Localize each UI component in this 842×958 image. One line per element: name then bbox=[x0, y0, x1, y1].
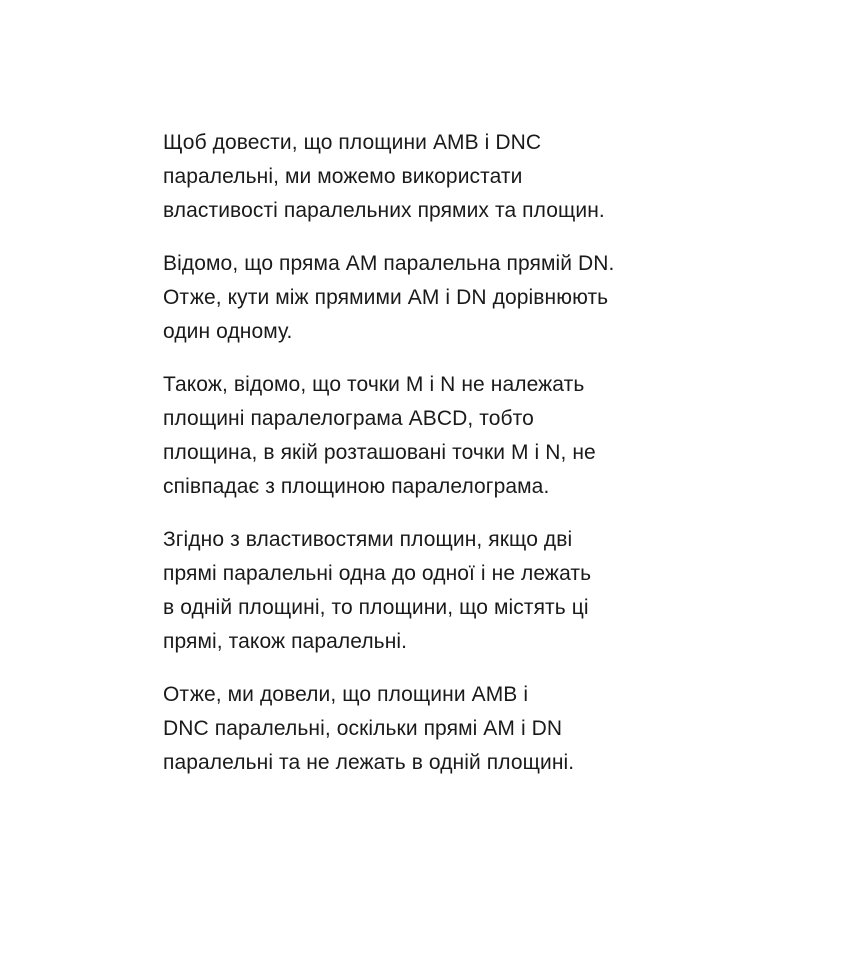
text-line: один одному. bbox=[163, 320, 293, 343]
text-line: прямі, також паралельні. bbox=[163, 630, 408, 653]
text-line: Згідно з властивостями площин, якщо дві bbox=[163, 528, 573, 551]
paragraph-4 bbox=[163, 523, 723, 659]
text-line: Щоб довести, що площини AMB і DNC bbox=[163, 131, 542, 154]
text-line: площині паралелограма ABCD, тобто bbox=[163, 407, 534, 430]
text-line: DNC паралельні, оскільки прямі AM і DN bbox=[163, 717, 563, 740]
text-line: співпадає з площиною паралелограма. bbox=[163, 475, 550, 498]
text-line: площина, в якій розташовані точки M і N, не bbox=[163, 441, 596, 464]
answer-text bbox=[163, 126, 723, 799]
text-line: в одній площині, то площини, що містять ці bbox=[163, 596, 589, 619]
text-line: паралельні, ми можемо використати bbox=[163, 165, 523, 188]
text-line: Отже, ми довели, що площини AMB і bbox=[163, 683, 529, 706]
paragraph-1 bbox=[163, 126, 723, 228]
text-line: паралельні та не лежать в одній площині. bbox=[163, 751, 575, 774]
paragraph-2 bbox=[163, 247, 723, 349]
text-line: Відомо, що пряма AM паралельна прямій DN. bbox=[163, 252, 615, 275]
text-line: Отже, кути між прямими AM і DN дорівнюють bbox=[163, 286, 609, 309]
text-line: властивості паралельних прямих та площин. bbox=[163, 199, 605, 222]
paragraph-3 bbox=[163, 368, 723, 504]
paragraph-5 bbox=[163, 678, 723, 780]
text-line: прямі паралельні одна до одної і не лежать bbox=[163, 562, 592, 585]
text-line: Також, відомо, що точки M і N не належать bbox=[163, 373, 585, 396]
